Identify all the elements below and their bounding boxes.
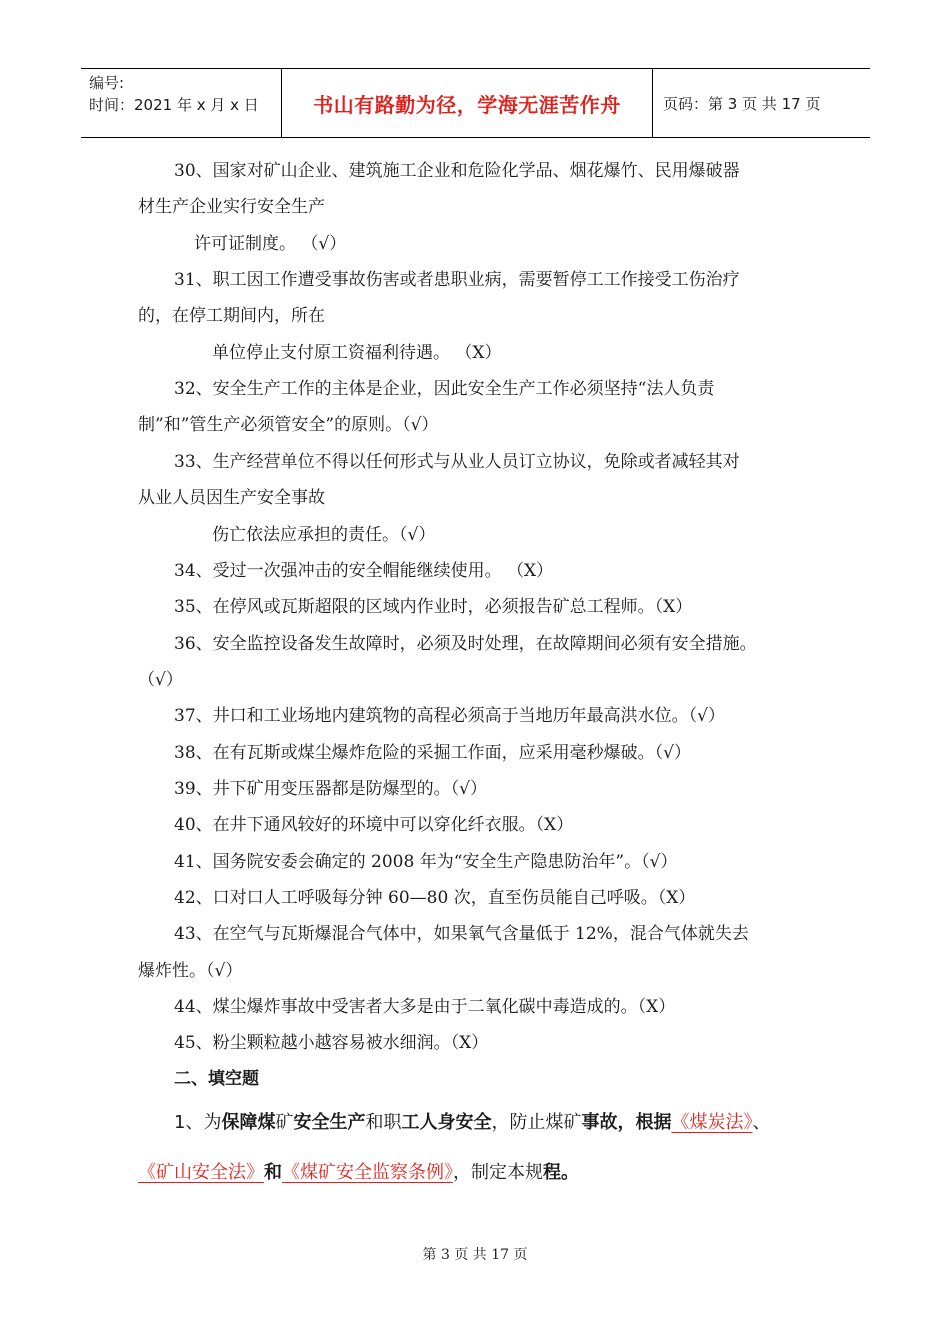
fill-text: 矿 [275,1112,294,1133]
text-line: 许可证制度。 （√） [194,234,347,254]
fill-text: 和 [264,1162,282,1183]
text-line: （√） [138,670,183,690]
text-line: 36、安全监控设备发生故障时，必须及时处理，在故障期间必须有安全措施。 [174,634,757,654]
fill-text: 保障煤 [221,1112,276,1133]
text-line: 41、国务院安委会确定的 2008 年为“安全生产隐患防治年”。（√） [174,852,678,872]
header-page-info: 页码：第 3 页 共 17 页 [663,94,821,113]
text-line: 45、粉尘颗粒越小越容易被水细润。（X） [174,1033,489,1053]
text-line: 43、在空气与瓦斯爆混合气体中，如果氧气含量低于 12%，混合气体就失去 [174,924,749,944]
text-line: 30、国家对矿山企业、建筑施工企业和危险化学品、烟花爆竹、民用爆破器 [174,161,740,181]
fill-text: 工人身安全 [401,1112,492,1133]
fill-text: 安全生产 [293,1112,366,1133]
text-line: 伤亡依法应承担的责任。（√） [212,525,436,545]
text-line: 单位停止支付原工资福利待遇。 （X） [212,343,502,363]
text-line: 材生产企业实行安全生产 [138,197,325,217]
text-line: 34、受过一次强冲击的安全帽能继续使用。 （X） [174,561,554,581]
page-footer: 第 3 页 共 17 页 [422,1247,528,1263]
fill-text: ，制定本 [453,1162,525,1183]
text-line: 35、在停风或瓦斯超限的区域内作业时，必须报告矿总工程师。（X） [174,597,693,617]
fill-text: 程。 [543,1162,579,1183]
fill-text: 、 [752,1112,771,1133]
answer-blank: 《煤矿安全监察条例》 [282,1162,453,1183]
text-line: 爆炸性。（√） [138,961,243,981]
text-line: 44、煤尘爆炸事故中受害者大多是由于二氧化碳中毒造成的。（X） [174,997,676,1017]
text-line: 的，在停工期间内，所在 [138,306,325,326]
text-line: 33、生产经营单位不得以任何形式与从业人员订立协议，免除或者减轻其对 [174,452,740,472]
page-header [81,68,870,138]
text-line: 42、口对口人工呼吸每分钟 60—80 次，直至伤员能自己呼吸。（X） [174,888,696,908]
text-line: 39、井下矿用变压器都是防爆型的。（√） [174,779,487,799]
answer-blank: 《煤炭法》 [671,1112,753,1133]
text-line: 37、井口和工业场地内建筑物的高程必须高于当地历年最高洪水位。（√） [174,706,725,726]
section-title: 二、填空题 [174,1069,259,1089]
text-line: 38、在有瓦斯或煤尘爆炸危险的采掘工作面，应采用毫秒爆破。（√） [174,743,691,763]
text-line: 制”和”管生产必须管安全”的原则。（√） [138,415,439,435]
fill-text: 事故，根据 [581,1112,672,1133]
header-meta [81,69,281,137]
fill-blank-question-line1 [174,1108,770,1138]
fill-text: 和 [365,1112,384,1133]
answer-blank: 《矿山安全法》 [138,1162,264,1183]
text-line: 从业人员因生产安全事故 [138,488,325,508]
text-line: 40、在井下通风较好的环境中可以穿化纤衣服。（X） [174,815,574,835]
fill-text: ，防止煤 [491,1112,564,1133]
fill-text: 矿 [563,1112,582,1133]
fill-text: 职 [383,1112,402,1133]
text-line: 31、职工因工作遭受事故伤害或者患职业病，需要暂停工工作接受工伤治疗 [174,270,740,290]
time-label: 时间：2021 年 x 月 x 日 [89,96,259,114]
fill-blank-question-line2 [138,1158,579,1188]
fill-text: 1、为 [174,1112,222,1133]
number-label: 编号: [89,74,125,92]
text-line: 32、安全生产工作的主体是企业，因此安全生产工作必须坚持“法人负责 [174,379,715,399]
header-motto: 书山有路勤为径，学海无涯苦作舟 [281,69,653,137]
fill-text: 规 [525,1162,543,1183]
